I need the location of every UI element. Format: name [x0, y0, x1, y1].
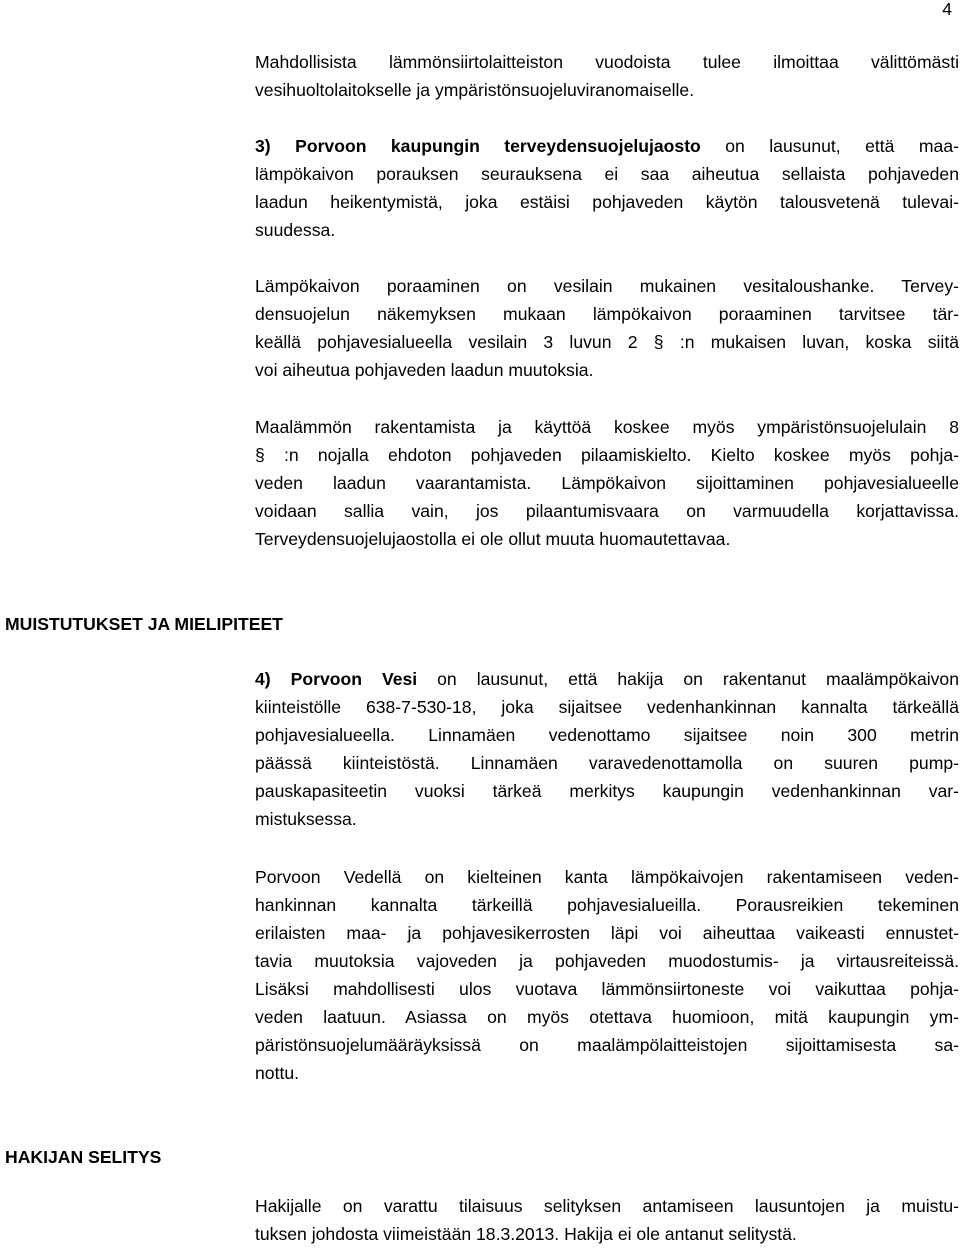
text-line: pohjavesialueella. Linnamäen vedenottamo sijaitsee noin 300 metrin: [255, 725, 959, 745]
text-line: Terveydensuojelujaostolla ei ole ollut muuta huomautettavaa.: [255, 529, 731, 549]
statement-giver: 3) Porvoon kaupungin terveydensuojelujaosto: [255, 136, 701, 156]
paragraph-negative-stance: [255, 863, 959, 1087]
text-line: densuojelun näkemyksen mukaan lämpökaivon poraaminen tarvitsee tär-: [255, 304, 959, 324]
text-line: 3) Porvoon kaupungin terveydensuojelujaosto on lausunut, että maa-: [255, 136, 959, 156]
section-heading-objections: MUISTUTUKSET JA MIELIPITEET: [5, 614, 283, 634]
text-line: erilaisten maa- ja pohjavesikerrosten läpi voi aiheuttaa vaikeasti ennustet-: [255, 923, 959, 943]
text-line: voi aiheutua pohjaveden laadun muutoksia.: [255, 360, 594, 380]
text-line: keällä pohjavesialueella vesilain 3 luvun 2 § :n mukaisen luvan, koska siitä: [255, 332, 959, 352]
paragraph-water-act: [255, 272, 959, 384]
section-heading-applicant-reply: HAKIJAN SELITYS: [5, 1147, 162, 1167]
text-line: hankinnan kannalta tärkeillä pohjavesialueilla. Porausreikien tekeminen: [255, 895, 959, 915]
text-line: mistuksessa.: [255, 809, 357, 829]
text-line: veden laadun vaarantamista. Lämpökaivon sijoittaminen pohjavesialueelle: [255, 473, 959, 493]
text-line: Lämpökaivon poraaminen on vesilain mukainen vesitaloushanke. Tervey-: [255, 276, 959, 296]
statement-giver: 4) Porvoon Vesi: [255, 669, 418, 689]
text-line: tavia muutoksia vajoveden ja pohjaveden muodostumis- ja virtausreiteissä.: [255, 951, 959, 971]
text-line: laadun heikentymistä, joka estäisi pohjaveden käytön talousvetenä tulevai-: [255, 192, 959, 212]
paragraph-porvoon-vesi: [255, 665, 959, 833]
paragraph-leak-notice: [255, 48, 959, 104]
text-line: lämpökaivon porauksen seurauksena ei saa aiheutua sellaista pohjaveden: [255, 164, 959, 184]
text-line: Hakijalle on varattu tilaisuus selityksen antamiseen lausuntojen ja muistu-: [255, 1196, 959, 1216]
paragraph-health-subcommittee: [255, 132, 959, 244]
text-line: suudessa.: [255, 220, 336, 240]
text-line: voidaan sallia vain, jos pilaantumisvaara on varmuudella korjattavissa.: [255, 501, 959, 521]
text-line: 4) Porvoon Vesi on lausunut, että hakija on rakentanut maalämpökaivon: [255, 669, 959, 689]
text-line: vesihuoltolaitokselle ja ympäristönsuojeluviranomaiselle.: [255, 80, 695, 100]
text-line: Porvoon Vedellä on kielteinen kanta lämpökaivojen rakentamiseen veden-: [255, 867, 959, 887]
text-line: tuksen johdosta viimeistään 18.3.2013. Hakija ei ole antanut selitystä.: [255, 1224, 797, 1244]
paragraph-applicant-reply: [255, 1192, 959, 1248]
text-line: § :n nojalla ehdoton pohjaveden pilaamiskielto. Kielto koskee myös pohja-: [255, 445, 959, 465]
text-line: päristönsuojelumääräyksissä on maalämpölaitteistojen sijoittamisesta sa-: [255, 1035, 959, 1055]
text-line: Lisäksi mahdollisesti ulos vuotava lämmönsiirtoneste voi vaikuttaa pohja-: [255, 979, 959, 999]
text-line: nottu.: [255, 1063, 300, 1083]
text-line: pauskapasiteetin vuoksi tärkeä merkitys kaupungin vedenhankinnan var-: [255, 781, 959, 801]
paragraph-ground-heat: [255, 413, 959, 553]
text-line: Maalämmön rakentamista ja käyttöä koskee myös ympäristönsuojelulain 8: [255, 417, 959, 437]
text-line: Mahdollisista lämmönsiirtolaitteiston vuodoista tulee ilmoittaa välittömästi: [255, 52, 959, 72]
text-line: kiinteistölle 638-7-530-18, joka sijaitsee vedenhankinnan kannalta tärkeällä: [255, 697, 959, 717]
text-line: veden laatuun. Asiassa on myös otettava huomioon, mitä kaupungin ym-: [255, 1007, 959, 1027]
text-line: päässä kiinteistöstä. Linnamäen varavedenottamolla on suuren pump-: [255, 753, 959, 773]
page-number: 4: [942, 0, 952, 19]
